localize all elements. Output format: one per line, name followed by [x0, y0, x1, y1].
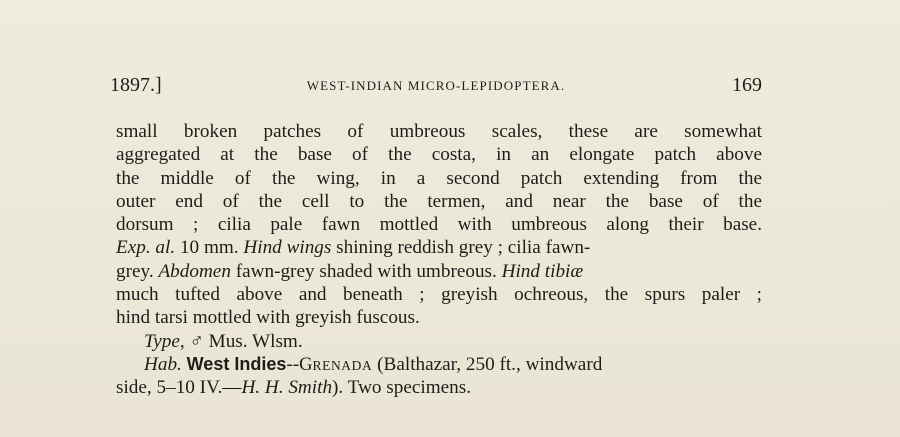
abdomen-label: Abdomen: [158, 260, 231, 282]
expanse-value: 10 mm.: [175, 237, 244, 259]
type-label: Type: [144, 330, 180, 352]
running-header: [110, 74, 762, 102]
locality-details: (Balthazar, 250 ft., windward: [372, 353, 603, 375]
abdomen-text: fawn-grey shaded with umbreous.: [230, 260, 502, 282]
header-running-title: WEST-INDIAN MICRO-LEPIDOPTERA.: [306, 78, 566, 93]
grey-text: grey.: [116, 260, 159, 282]
habitat-line: [116, 353, 762, 376]
text-line-5: dorsum ; cilia pale fawn mottled with umbreous along their base.: [116, 214, 762, 236]
text-line-9: hind tarsi mottled with greyish fuscous.: [116, 307, 420, 329]
type-text: , ♂ Mus. Wlsm.: [179, 330, 303, 352]
collection-date: side, 5–10 IV.—: [116, 377, 242, 399]
description-paragraph: [116, 120, 762, 400]
text-line-8: much tufted above and beneath ; greyish ochreous, the spurs paler ;: [116, 284, 762, 306]
habitat-dash: --: [286, 353, 300, 375]
habitat-label: Hab.: [144, 353, 182, 375]
header-year: 1897.]: [110, 74, 162, 96]
text-line-2: aggregated at the base of the costa, in an elongate patch above: [116, 144, 762, 166]
page-number: 169: [732, 74, 762, 96]
hind-wings-text: shining reddish grey ; cilia fawn-: [331, 237, 591, 259]
hind-wings-label: Hind wings: [243, 237, 332, 259]
specimen-count: ). Two specimens.: [332, 377, 472, 399]
type-line: [116, 330, 762, 353]
text-line-3: the middle of the wing, in a second patch extending from the: [116, 167, 762, 189]
collection-line: [116, 376, 762, 399]
locality-initial: G: [299, 354, 313, 375]
locality-name: RENADA: [312, 357, 373, 373]
habitat-region: West Indies: [186, 353, 287, 374]
exp-al-label: Exp. al.: [116, 237, 176, 259]
hind-tibiae-label: Hind tibiæ: [501, 260, 584, 282]
text-line-6: [116, 236, 762, 259]
text-line-4: outer end of the cell to the termen, and near the base of the: [116, 190, 762, 212]
text-line-1: small broken patches of umbreous scales, these are somewhat: [116, 121, 762, 142]
text-line-7: [116, 260, 762, 283]
collector-name: H. H. Smith: [241, 377, 333, 399]
